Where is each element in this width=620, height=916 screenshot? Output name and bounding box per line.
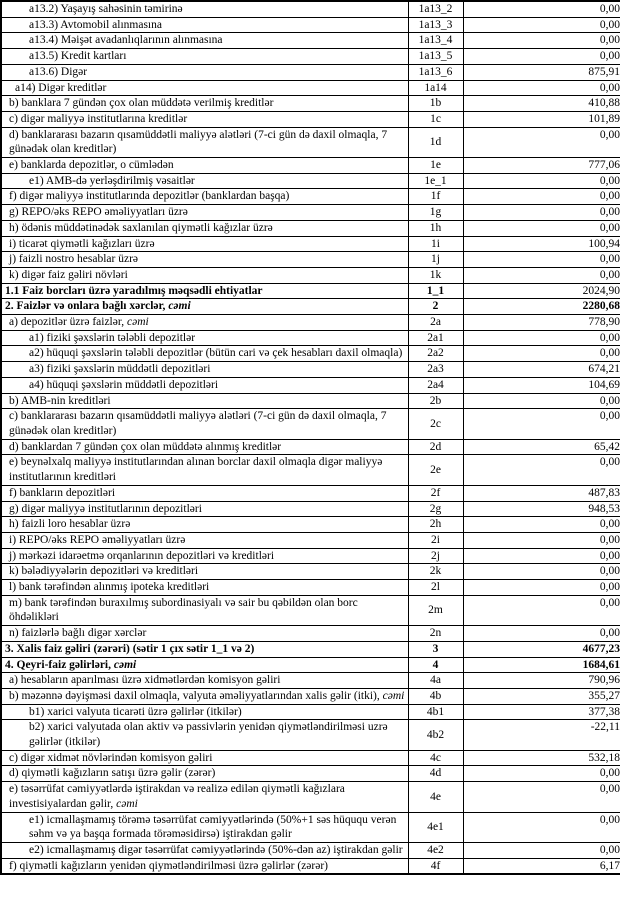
row-amount-cell: 101,89 <box>463 111 620 127</box>
table-row <box>1 80 620 96</box>
row-description-cell <box>1 455 408 485</box>
table-row <box>1 409 620 439</box>
row-code-cell: 1h <box>408 220 463 236</box>
row-code-cell: 1b <box>408 96 463 112</box>
row-amount-cell: 948,53 <box>463 501 620 517</box>
row-description-cell <box>1 220 408 236</box>
row-description-cell <box>1 17 408 33</box>
table-row <box>1 330 620 346</box>
row-amount-cell: 0,00 <box>463 409 620 439</box>
row-amount-cell: 487,83 <box>463 485 620 501</box>
row-description-cell <box>1 362 408 378</box>
row-amount-cell: -22,11 <box>463 720 620 750</box>
row-description-text: h) ödənis müddətinədək saxlanılan qiymətli kağızlar üzrə <box>9 221 273 234</box>
row-description-text: c) digər maliyyə institutlarına kreditlər <box>9 112 188 125</box>
row-amount-cell: 0,00 <box>463 17 620 33</box>
row-amount-cell: 0,00 <box>463 842 620 858</box>
row-description-text: h) faizli loro hesablar üzrə <box>9 518 131 531</box>
row-description-cell <box>1 283 408 299</box>
row-description-text: i) ticarət qiymətli kağızları üzrə <box>9 237 155 250</box>
row-description-cell <box>1 127 408 157</box>
row-amount-cell: 790,96 <box>463 673 620 689</box>
row-amount-cell: 674,21 <box>463 362 620 378</box>
row-amount-cell: 0,00 <box>463 346 620 362</box>
row-description-text: j) mərkəzi idarəetmə orqanlarının depozitləri və kreditləri <box>9 549 275 562</box>
row-description-italic-suffix: cəmi <box>113 658 137 671</box>
row-code-cell: 1a13_2 <box>408 1 463 17</box>
table-row <box>1 362 620 378</box>
row-amount-cell: 0,00 <box>463 220 620 236</box>
table-row <box>1 532 620 548</box>
row-code-cell: 1_1 <box>408 283 463 299</box>
row-code-cell: 2n <box>408 626 463 642</box>
row-description-cell <box>1 64 408 80</box>
table-row <box>1 173 620 189</box>
row-description-cell <box>1 580 408 596</box>
row-description-cell <box>1 485 408 501</box>
row-code-cell: 4a <box>408 673 463 689</box>
row-amount-cell: 0,00 <box>463 173 620 189</box>
row-amount-cell: 777,06 <box>463 158 620 174</box>
row-description-text: b) məzənnə dəyişməsi daxil olmaqla, valyuta əməliyyatlarından xalis gəlir (itki), <box>9 689 383 702</box>
row-amount-cell: 778,90 <box>463 315 620 331</box>
table-row <box>1 205 620 221</box>
row-description-cell <box>1 173 408 189</box>
row-amount-cell: 0,00 <box>463 252 620 268</box>
row-description-text: a13.5) Kredit kartları <box>29 50 127 63</box>
row-amount-cell: 0,00 <box>463 393 620 409</box>
row-description-cell <box>1 33 408 49</box>
row-description-cell <box>1 267 408 283</box>
row-description-text: e) təsərrüfat cəmiyyətlərdə iştirakdan və realizə edilən qiymətli kağızlara investisiyalardan gəlir, <box>9 783 345 810</box>
row-description-cell <box>1 564 408 580</box>
row-amount-cell: 104,69 <box>463 377 620 393</box>
row-code-cell: 4b2 <box>408 720 463 750</box>
row-amount-cell: 0,00 <box>463 782 620 812</box>
row-code-cell: 4b <box>408 688 463 704</box>
row-description-cell <box>1 299 408 315</box>
row-description-cell <box>1 346 408 362</box>
row-amount-cell: 0,00 <box>463 766 620 782</box>
row-description-italic-suffix: cəmi <box>116 797 138 810</box>
row-amount-cell: 0,00 <box>463 267 620 283</box>
row-description-cell <box>1 236 408 252</box>
row-description-italic-suffix: cəmi <box>168 300 191 313</box>
row-amount-cell: 0,00 <box>463 80 620 96</box>
row-description-text: 1.1 Faiz borcları üzrə yaradılmış məqsədli ehtiyatlar <box>5 284 263 297</box>
row-code-cell: 1a13_6 <box>408 64 463 80</box>
row-description-text: c) digər xidmət növlərindən komisyon gəliri <box>9 751 213 764</box>
row-description-cell <box>1 439 408 455</box>
row-amount-cell: 532,18 <box>463 750 620 766</box>
row-amount-cell: 0,00 <box>463 812 620 842</box>
row-description-text: f) digər maliyyə institutlarında depozitlər (banklardan başqa) <box>9 190 290 203</box>
table-row <box>1 1 620 17</box>
row-code-cell: 1e <box>408 158 463 174</box>
table-row <box>1 766 620 782</box>
row-amount-cell: 0,00 <box>463 532 620 548</box>
row-description-cell <box>1 205 408 221</box>
row-code-cell: 1k <box>408 267 463 283</box>
table-row <box>1 439 620 455</box>
row-code-cell: 2g <box>408 501 463 517</box>
row-description-cell <box>1 330 408 346</box>
row-amount-cell: 2280,68 <box>463 299 620 315</box>
row-description-cell <box>1 812 408 842</box>
table-row <box>1 33 620 49</box>
row-description-cell <box>1 1 408 17</box>
table-row <box>1 455 620 485</box>
row-amount-cell: 100,94 <box>463 236 620 252</box>
row-description-cell <box>1 657 408 673</box>
row-code-cell: 2a1 <box>408 330 463 346</box>
table-row <box>1 564 620 580</box>
row-description-cell <box>1 532 408 548</box>
row-code-cell: 1e_1 <box>408 173 463 189</box>
row-description-cell <box>1 720 408 750</box>
row-description-text: a14) Digər kreditlər <box>15 81 107 94</box>
table-row <box>1 220 620 236</box>
table-row <box>1 641 620 657</box>
table-row <box>1 111 620 127</box>
row-code-cell: 4e <box>408 782 463 812</box>
table-row <box>1 377 620 393</box>
row-amount-cell: 2024,90 <box>463 283 620 299</box>
table-row <box>1 315 620 331</box>
table-row <box>1 657 620 673</box>
row-description-text: k) digər faiz gəliri növləri <box>9 268 128 281</box>
row-description-text: k) bələdiyyələrin depozitləri və kreditləri <box>9 565 199 578</box>
table-row <box>1 17 620 33</box>
table-row <box>1 236 620 252</box>
table-row <box>1 346 620 362</box>
row-code-cell: 4f <box>408 858 463 874</box>
table-row <box>1 299 620 315</box>
row-description-italic-suffix: cəmi <box>382 689 405 702</box>
row-code-cell: 2b <box>408 393 463 409</box>
row-description-cell <box>1 111 408 127</box>
row-description-cell <box>1 377 408 393</box>
row-code-cell: 1i <box>408 236 463 252</box>
row-description-cell <box>1 704 408 720</box>
row-description-text: a1) fiziki şəxslərin tələbli depozitlər <box>29 331 196 344</box>
table-row <box>1 96 620 112</box>
row-code-cell: 2 <box>408 299 463 315</box>
row-description-text: 4. Qeyri-faiz gəlirləri, <box>5 658 114 671</box>
table-row <box>1 49 620 65</box>
row-description-text: d) qiymətli kağızların satışı üzrə gəlir (zərər) <box>9 767 216 780</box>
row-code-cell: 2d <box>408 439 463 455</box>
row-description-text: b2) xarici valyutada olan aktiv və passivlərin yenidən qiymətləndirilməsi uzrə gəlirlər (itkilər) <box>29 721 388 749</box>
table-row <box>1 64 620 80</box>
row-description-cell <box>1 782 408 812</box>
table-row <box>1 252 620 268</box>
table-row <box>1 704 620 720</box>
row-amount-cell: 6,17 <box>463 858 620 874</box>
table-row <box>1 688 620 704</box>
row-code-cell: 2a2 <box>408 346 463 362</box>
table-row <box>1 580 620 596</box>
row-description-text: c) banklararası bazarın qısamüddətli maliyyə alətləri (7-ci gün də daxil olmaqla, 7 günədək olan kreditlər) <box>9 410 387 437</box>
row-description-italic-suffix: cəmi <box>126 316 149 329</box>
row-code-cell: 2e <box>408 455 463 485</box>
row-description-text: f) qiymətli kağızların yenidən qiymətləndirilməsi üzrə gəlirlər (zərər) <box>9 859 328 872</box>
row-description-cell <box>1 501 408 517</box>
table-row <box>1 127 620 157</box>
row-amount-cell: 0,00 <box>463 330 620 346</box>
row-amount-cell: 0,00 <box>463 33 620 49</box>
row-code-cell: 1c <box>408 111 463 127</box>
row-description-cell <box>1 393 408 409</box>
row-code-cell: 3 <box>408 641 463 657</box>
table-row <box>1 626 620 642</box>
row-description-cell <box>1 750 408 766</box>
row-description-text: a2) hüquqi şəxslərin tələbli depozitlər (bütün cari və çek hesabları daxil olmaqla) <box>29 347 403 360</box>
row-code-cell: 2h <box>408 517 463 533</box>
row-amount-cell: 0,00 <box>463 564 620 580</box>
row-description-cell <box>1 189 408 205</box>
row-amount-cell: 0,00 <box>463 580 620 596</box>
table-row <box>1 189 620 205</box>
row-code-cell: 2k <box>408 564 463 580</box>
row-amount-cell: 355,27 <box>463 688 620 704</box>
table-row <box>1 812 620 842</box>
row-description-text: e) beynəlxalq maliyyə institutlarından alınan borclar daxil olmaqla digər maliyyə institutlarının kreditləri <box>9 456 383 484</box>
row-description-text: j) faizli nostro hesablar üzrə <box>9 253 138 266</box>
row-code-cell: 2l <box>408 580 463 596</box>
row-code-cell: 2a <box>408 315 463 331</box>
table-row <box>1 267 620 283</box>
row-code-cell: 1a14 <box>408 80 463 96</box>
row-amount-cell: 377,38 <box>463 704 620 720</box>
row-description-text: f) bankların depozitləri <box>9 486 116 499</box>
row-description-cell <box>1 688 408 704</box>
row-amount-cell: 4677,23 <box>463 641 620 657</box>
row-description-cell <box>1 858 408 874</box>
table-row <box>1 842 620 858</box>
table-row <box>1 720 620 750</box>
row-amount-cell: 0,00 <box>463 205 620 221</box>
row-description-cell <box>1 595 408 625</box>
row-code-cell: 4e1 <box>408 812 463 842</box>
table-body <box>1 1 620 874</box>
row-description-text: e) banklarda depozitlər, o cümlədən <box>9 159 174 172</box>
row-description-cell <box>1 80 408 96</box>
row-description-text: a) hesabların aparılması üzrə xidmətlərdən komisyon gəliri <box>9 674 281 687</box>
row-description-text: e1) icmallaşmamış törəmə təsərrüfat cəmiyyətlərində (50%+1 səs hüququ verən səhm və ya başqa formada törəməsidirsə) iştirakdan gəlir <box>29 813 397 841</box>
row-description-cell <box>1 49 408 65</box>
table-row <box>1 393 620 409</box>
table-row <box>1 517 620 533</box>
row-description-text: a13.6) Digər <box>29 65 88 78</box>
row-description-text: a13.3) Avtomobil alınmasına <box>29 18 162 31</box>
table-row <box>1 548 620 564</box>
row-description-cell <box>1 548 408 564</box>
table-row <box>1 158 620 174</box>
row-description-text: a13.4) Məişət avadanlıqlarının alınmasına <box>29 34 223 47</box>
row-code-cell: 1d <box>408 127 463 157</box>
row-description-text: m) bank tərəfindən buraxılmış subordinasiyalı və sair bu qəbildən olan borc öhdəlikləri <box>9 596 358 624</box>
row-description-cell <box>1 641 408 657</box>
row-description-text: b) banklara 7 gündən çox olan müddətə verilmiş kreditlər <box>9 97 274 110</box>
row-code-cell: 1a13_5 <box>408 49 463 65</box>
row-description-text: a13.2) Yaşayış sahəsinin təmirinə <box>29 3 183 15</box>
table-row <box>1 485 620 501</box>
row-description-text: n) faizlərlə bağlı digər xərclər <box>9 627 147 640</box>
row-description-text: 2. Faizlər və onlara bağlı xərclər, <box>5 300 169 313</box>
row-description-cell <box>1 766 408 782</box>
row-amount-cell: 0,00 <box>463 455 620 485</box>
row-code-cell: 1g <box>408 205 463 221</box>
row-description-cell <box>1 673 408 689</box>
row-code-cell: 2c <box>408 409 463 439</box>
row-description-cell <box>1 158 408 174</box>
row-description-text: d) banklararası bazarın qısamüddətli maliyyə alətləri (7-ci gün də daxil olmaqla, 7 günədək olan kreditlər) <box>9 128 388 156</box>
row-amount-cell: 410,88 <box>463 96 620 112</box>
row-description-cell <box>1 517 408 533</box>
row-code-cell: 1a13_3 <box>408 17 463 33</box>
row-amount-cell: 0,00 <box>463 127 620 157</box>
row-description-cell <box>1 315 408 331</box>
table-row <box>1 673 620 689</box>
row-code-cell: 2m <box>408 595 463 625</box>
row-amount-cell: 0,00 <box>463 517 620 533</box>
row-code-cell: 2a4 <box>408 377 463 393</box>
row-description-cell <box>1 842 408 858</box>
row-description-text: l) bank tərəfindən alınmış ipoteka kreditləri <box>9 581 210 594</box>
table-row <box>1 858 620 874</box>
row-description-text: b1) xarici valyuta ticarəti üzrə gəlirlər (itkilər) <box>29 705 242 718</box>
row-description-text: i) REPO/əks REPO əməliyyatları üzrə <box>9 533 186 546</box>
row-code-cell: 4b1 <box>408 704 463 720</box>
row-code-cell: 4 <box>408 657 463 673</box>
row-code-cell: 2a3 <box>408 362 463 378</box>
table-row <box>1 750 620 766</box>
row-description-cell <box>1 96 408 112</box>
row-description-text: g) REPO/əks REPO əməliyyatları üzrə <box>9 206 188 219</box>
row-amount-cell: 0,00 <box>463 49 620 65</box>
table-row <box>1 782 620 812</box>
row-code-cell: 2f <box>408 485 463 501</box>
row-code-cell: 2i <box>408 532 463 548</box>
row-code-cell: 2j <box>408 548 463 564</box>
row-description-text: b) AMB-nin kreditləri <box>9 394 111 407</box>
row-amount-cell: 0,00 <box>463 548 620 564</box>
row-description-text: e2) icmallaşmamış digər təsərrüfat cəmiyyətlərində (50%-dən az) iştirakdan gəlir <box>29 843 403 856</box>
row-description-cell <box>1 626 408 642</box>
row-description-text: a3) fiziki şəxslərin müddətli depozitləri <box>29 363 211 376</box>
row-amount-cell: 65,42 <box>463 439 620 455</box>
row-amount-cell: 0,00 <box>463 189 620 205</box>
row-description-cell <box>1 409 408 439</box>
table-row <box>1 501 620 517</box>
row-description-text: a) depozitlər üzrə faizlər, <box>9 316 127 329</box>
row-description-text: g) digər maliyyə institutlarının depozitləri <box>9 502 202 515</box>
row-amount-cell: 0,00 <box>463 626 620 642</box>
row-code-cell: 4c <box>408 750 463 766</box>
row-description-text: d) banklardan 7 gündən çox olan müddətə alınmış kreditlər <box>9 440 282 453</box>
row-code-cell: 4d <box>408 766 463 782</box>
table-row <box>1 595 620 625</box>
row-code-cell: 1a13_4 <box>408 33 463 49</box>
row-description-text: e1) AMB-də yerləşdirilmiş vəsaitlər <box>29 174 195 187</box>
row-amount-cell: 0,00 <box>463 1 620 17</box>
table-row <box>1 283 620 299</box>
row-code-cell: 4e2 <box>408 842 463 858</box>
row-amount-cell: 1684,61 <box>463 657 620 673</box>
row-description-text: a4) hüquqi şəxslərin müddətli depozitləri <box>29 378 219 391</box>
row-description-text: 3. Xalis faiz gəliri (zərəri) (sətir 1 çıx sətir 1_1 və 2) <box>5 642 255 655</box>
row-description-cell <box>1 252 408 268</box>
row-code-cell: 1f <box>408 189 463 205</box>
row-amount-cell: 0,00 <box>463 595 620 625</box>
row-amount-cell: 875,91 <box>463 64 620 80</box>
row-code-cell: 1j <box>408 252 463 268</box>
